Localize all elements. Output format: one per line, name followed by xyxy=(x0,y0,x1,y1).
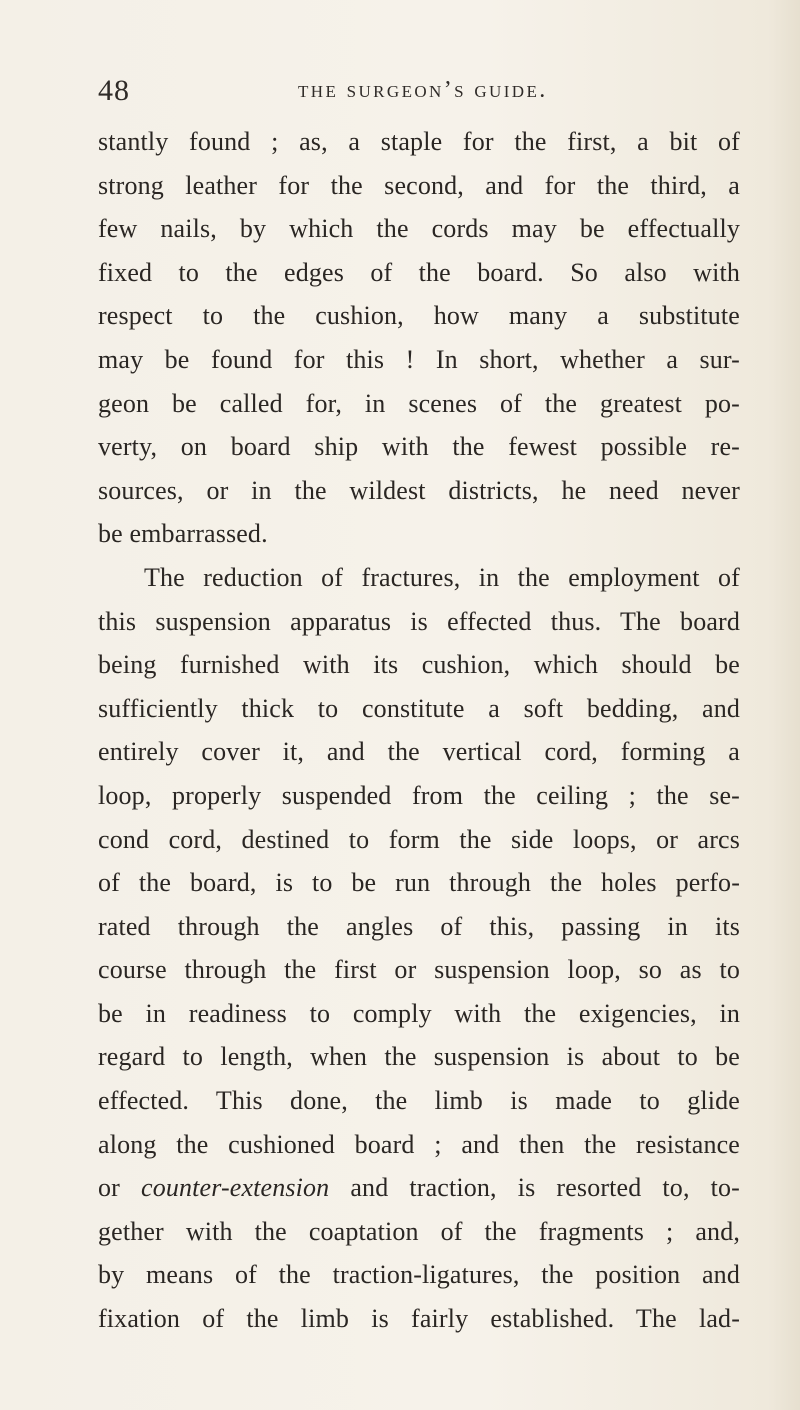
text-line: sufficiently thick to constitute a soft bedding, and xyxy=(98,693,740,723)
text-line: strong leather for the second, and for the third, a xyxy=(98,170,740,200)
paragraph-end-line: be embarrassed. xyxy=(98,519,268,549)
body-text xyxy=(98,120,740,1341)
text-line: along the cushioned board ; and then the resistance xyxy=(98,1129,740,1159)
page-header xyxy=(98,74,738,114)
text-fragment: and traction, is resorted to, to- xyxy=(329,1173,740,1203)
text-line: loop, properly suspended from the ceiling ; the se- xyxy=(98,780,740,810)
text-line: cond cord, destined to form the side loops, or arcs xyxy=(98,824,740,854)
text-line: this suspension apparatus is effected thus. The board xyxy=(98,606,740,636)
page-number: 48 xyxy=(98,74,130,107)
text-line: few nails, by which the cords may be effectually xyxy=(98,214,740,244)
text-line: geon be called for, in scenes of the greatest po- xyxy=(98,388,740,418)
text-line: of the board, is to be run through the holes perfo- xyxy=(98,868,740,898)
paragraph-start-line: The reduction of fractures, in the employment of xyxy=(144,562,740,592)
text-line: stantly found ; as, a staple for the first, a bit of xyxy=(98,127,740,156)
text-line: rated through the angles of this, passing in its xyxy=(98,911,740,941)
text-line: entirely cover it, and the vertical cord, forming a xyxy=(98,737,740,767)
text-line: sources, or in the wildest districts, he need never xyxy=(98,475,740,505)
text-line: course through the first or suspension loop, so as to xyxy=(98,955,740,985)
text-line: may be found for this ! In short, whether a sur- xyxy=(98,344,740,374)
text-line: verty, on board ship with the fewest possible re- xyxy=(98,432,740,462)
text-line: being furnished with its cushion, which should be xyxy=(98,650,740,680)
text-line: fixation of the limb is fairly established. The lad- xyxy=(98,1304,740,1334)
text-line: by means of the traction-ligatures, the position and xyxy=(98,1260,740,1290)
text-line: gether with the coaptation of the fragments ; and, xyxy=(98,1216,740,1246)
running-head: the surgeon’s guide. xyxy=(298,77,548,103)
text-line-with-italic xyxy=(98,1166,740,1210)
italic-term: counter-extension xyxy=(141,1173,330,1203)
text-line: regard to length, when the suspension is about to be xyxy=(98,1042,740,1072)
text-line: effected. This done, the limb is made to glide xyxy=(98,1086,740,1116)
text-line: respect to the cushion, how many a substitute xyxy=(98,301,740,331)
text-line: fixed to the edges of the board. So also with xyxy=(98,257,740,287)
text-fragment: or xyxy=(98,1173,142,1203)
text-line: be in readiness to comply with the exigencies, in xyxy=(98,998,740,1028)
